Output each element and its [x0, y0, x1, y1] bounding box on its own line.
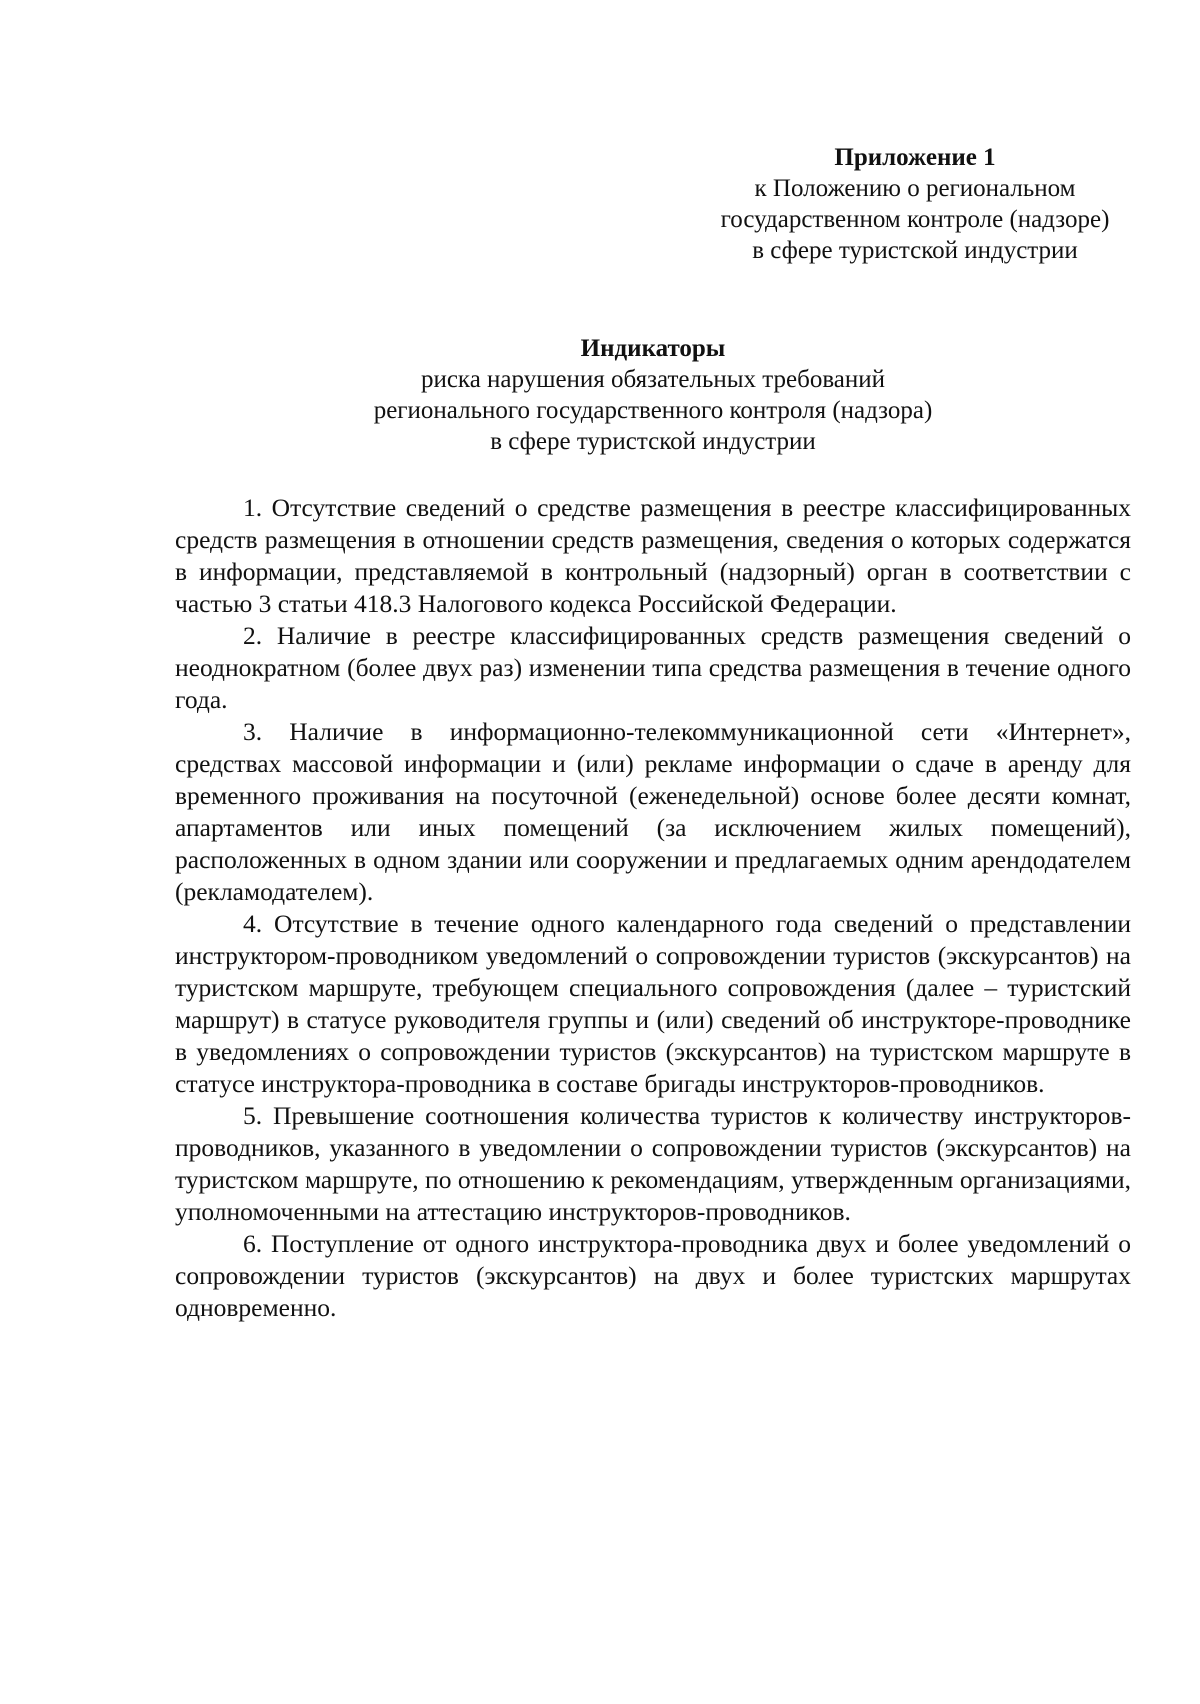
document-subtitle-line: риска нарушения обязательных требований	[420, 366, 886, 393]
document-title: Индикаторы	[580, 335, 726, 362]
document-heading	[175, 333, 1131, 457]
indicator-item-2: 2. Наличие в реестре классифицированных средств размещения сведений о неоднократном (более двух раз) изменении типа средства размещения в течение одного года.	[175, 621, 1131, 714]
document-subtitle-line: регионального государственного контроля (надзора)	[373, 397, 933, 424]
indicator-item-5: 5. Превышение соотношения количества туристов к количеству инструкторов-проводников, указанного в уведомлении о сопровождении туристов (экскурсантов) на туристском маршруте, по отношению к рекомендациям, утвержденным организациями, уполномоченными на аттестацию инструкторов-проводников.	[175, 1101, 1131, 1226]
indicator-item-1: 1. Отсутствие сведений о средстве размещения в реестре классифицированных средств размещения в отношении средств размещения, сведения о которых содержатся в информации, представляемой в контрольный (надзорный) орган в соответствии с частью 3 статьи 418.3 Налогового кодекса Российской Федерации.	[175, 493, 1131, 618]
indicator-item-4: 4. Отсутствие в течение одного календарного года сведений о представлении инструктором-проводником уведомлений о сопровождении туристов (экскурсантов) на туристском маршруте, требующем специального сопровождения (далее – туристский маршрут) в статусе руководителя группы и (или) сведений об инструкторе-проводнике в уведомлениях о сопровождении туристов (экскурсантов) на туристском маршруте в статусе инструктора-проводника в составе бригады инструкторов-проводников.	[175, 909, 1131, 1098]
appendix-title: Приложение 1	[834, 144, 996, 171]
appendix-block	[670, 142, 1160, 266]
appendix-line: в сфере туристской индустрии	[752, 237, 1078, 264]
appendix-line: к Положению о региональном	[754, 175, 1076, 202]
appendix-line: государственном контроле (надзоре)	[720, 206, 1110, 233]
indicator-item-6: 6. Поступление от одного инструктора-проводника двух и более уведомлений о сопровождении туристов (экскурсантов) на двух и более туристских маршрутах одновременно.	[175, 1229, 1131, 1322]
indicator-list	[175, 492, 1131, 1324]
indicator-item-3: 3. Наличие в информационно-телекоммуникационной сети «Интернет», средствах массовой информации и (или) рекламе информации о сдаче в аренду для временного проживания на посуточной (еженедельной) основе более десяти комнат, апартаментов или иных помещений (за исключением жилых помещений), расположенных в одном здании или сооружении и предлагаемых одним арендодателем (рекламодателем).	[175, 717, 1131, 906]
document-subtitle-line: в сфере туристской индустрии	[490, 428, 816, 455]
